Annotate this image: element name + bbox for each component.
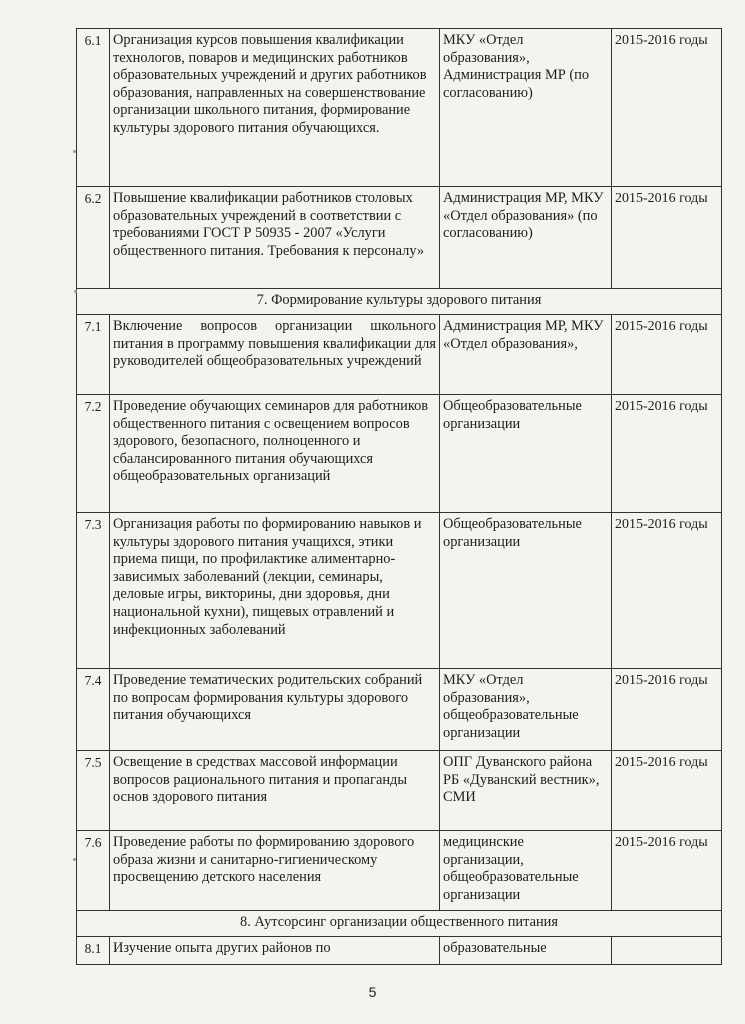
activity-cell: Организация курсов повышения квалификации технологов, поваров и медицинских работников образовательных учреждений и других работников образования, направленных на совершенствование организации школьного питания, формирование культуры здорового питания обучающихся. [110, 29, 440, 187]
item-number: 7.1 [77, 315, 110, 395]
executor-cell: образовательные [440, 937, 612, 965]
activity-cell: Освещение в средствах массовой информации вопросов рационального питания и пропаганды основ здорового питания [110, 751, 440, 831]
activity-cell: Включение вопросов организации школьного питания в программу повышения квалификации для руководителей общеобразовательных учреждений [110, 315, 440, 395]
item-number: 6.2 [77, 187, 110, 289]
executor-cell: медицинские организации, общеобразовательные организации [440, 831, 612, 911]
item-number: 7.5 [77, 751, 110, 831]
table-row [77, 937, 722, 965]
period-cell: 2015-2016 годы [612, 831, 722, 911]
executor-cell: МКУ «Отдел образования», общеобразовательные организации [440, 669, 612, 751]
period-cell: 2015-2016 годы [612, 395, 722, 513]
table-row [77, 831, 722, 911]
activity-cell: Проведение работы по формированию здорового образа жизни и санитарно-гигиеническому просвещению детского населения [110, 831, 440, 911]
executor-cell: Администрация МР, МКУ «Отдел образования», [440, 315, 612, 395]
period-cell [612, 937, 722, 965]
item-number: 7.6 [77, 831, 110, 911]
activity-cell: Проведение тематических родительских собраний по вопросам формирования культуры здорового питания обучающихся [110, 669, 440, 751]
table-row [77, 315, 722, 395]
executor-cell: Администрация МР, МКУ «Отдел образования» (по согласованию) [440, 187, 612, 289]
period-cell: 2015-2016 годы [612, 513, 722, 669]
page-number: 5 [368, 984, 377, 1000]
executor-cell: Общеобразовательные организации [440, 395, 612, 513]
item-number: 8.1 [77, 937, 110, 965]
item-number: 7.3 [77, 513, 110, 669]
table-body [77, 29, 722, 965]
period-cell: 2015-2016 годы [612, 751, 722, 831]
table-row [77, 187, 722, 289]
item-number: 7.2 [77, 395, 110, 513]
period-cell: 2015-2016 годы [612, 29, 722, 187]
item-number: 6.1 [77, 29, 110, 187]
period-cell: 2015-2016 годы [612, 315, 722, 395]
table-row [77, 29, 722, 187]
document-page [76, 28, 721, 965]
activity-cell: Организация работы по формированию навыков и культуры здорового питания учащихся, этики приема пищи, по профилактике алиментарно-зависимых заболеваний (лекции, семинары, деловые игры, викторины, дни здоровья, дни национальной кухни), пищевых отравлений и инфекционных заболеваний [110, 513, 440, 669]
section-title: 7. Формирование культуры здорового питания [77, 289, 722, 315]
activity-cell: Изучение опыта других районов по [110, 937, 440, 965]
activity-cell: Проведение обучающих семинаров для работников общественного питания с освещением вопросов здорового, безопасного, полноценного и сбалансированного питания обучающихся общеобразовательных организаций [110, 395, 440, 513]
item-number: 7.4 [77, 669, 110, 751]
executor-cell: МКУ «Отдел образования», Администрация МР (по согласованию) [440, 29, 612, 187]
period-cell: 2015-2016 годы [612, 669, 722, 751]
table-row [77, 395, 722, 513]
table-row [77, 669, 722, 751]
section-header-row [77, 289, 722, 315]
section-header-row [77, 911, 722, 937]
period-cell: 2015-2016 годы [612, 187, 722, 289]
action-plan-table [76, 28, 722, 965]
section-title: 8. Аутсорсинг организации общественного питания [77, 911, 722, 937]
table-row [77, 751, 722, 831]
executor-cell: Общеобразовательные организации [440, 513, 612, 669]
activity-cell: Повышение квалификации работников столовых образовательных учреждений в соответствии с требованиями ГОСТ Р 50935 - 2007 «Услуги общественного питания. Требования к персоналу» [110, 187, 440, 289]
table-row [77, 513, 722, 669]
executor-cell: ОПГ Дуванского района РБ «Дуванский вестник», СМИ [440, 751, 612, 831]
